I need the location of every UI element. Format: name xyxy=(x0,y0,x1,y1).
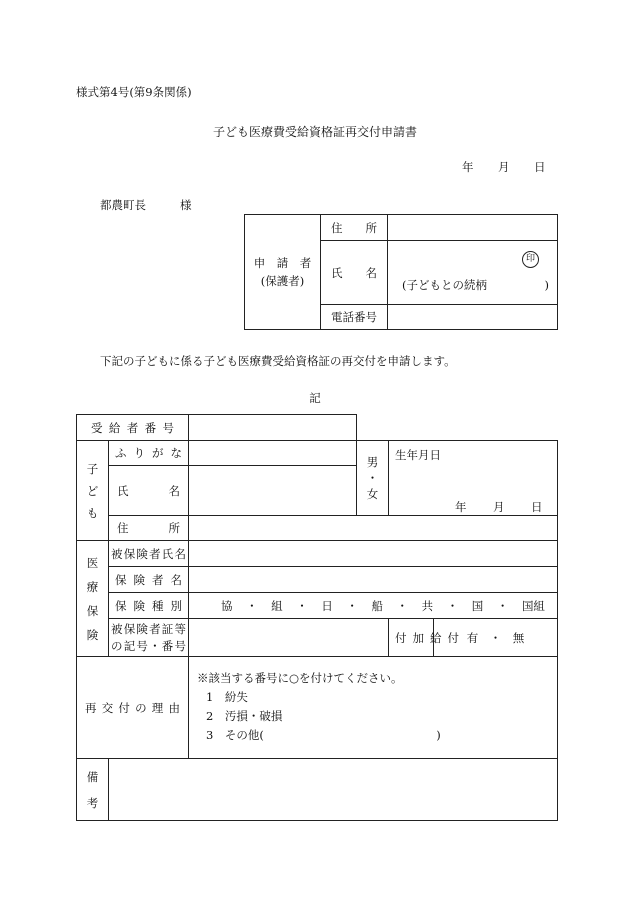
birthdate-label: 生年月日 xyxy=(395,448,441,462)
child-group-label xyxy=(77,441,109,541)
insurance-type-sep: ・ xyxy=(396,598,409,613)
reason-field[interactable] xyxy=(189,657,558,759)
child-name-label: 氏名 xyxy=(109,466,189,516)
recipient-number-label: 受給者番号 xyxy=(77,415,189,441)
insurance-type-sep: ・ xyxy=(296,598,308,613)
supplement-label: 付加給付 xyxy=(395,630,459,645)
insurance-type-sep: ・ xyxy=(496,598,509,613)
insurance-type-options[interactable] xyxy=(189,593,558,619)
reason-instruction: ※該当する番号に○を付けてください。 xyxy=(197,671,403,685)
insurance-type-sen[interactable]: 船 xyxy=(371,598,383,613)
child-group-char-3: も xyxy=(86,505,99,520)
form-number: 様式第4号(第9条関係) xyxy=(76,85,192,99)
card-number-field[interactable] xyxy=(189,619,389,657)
applicant-name-label: 氏 名 xyxy=(321,241,388,305)
sex-dot: ・ xyxy=(366,471,379,485)
birth-month-label: 月 xyxy=(493,500,505,514)
blank-area xyxy=(357,415,558,441)
insured-name-label: 被保険者氏名 xyxy=(109,541,189,567)
insured-name-field[interactable] xyxy=(189,541,558,567)
applicant-label-line2: (保護者) xyxy=(260,274,305,288)
card-number-label-line2: の記号・番号 xyxy=(111,638,186,653)
applicant-label-line1: 申 請 者 xyxy=(253,256,312,270)
insurance-type-kumiai[interactable]: 組 xyxy=(271,598,283,613)
relationship-note: (子どもとの続柄 ) xyxy=(402,278,549,292)
insurance-group-char-2: 療 xyxy=(86,579,99,594)
insurance-group-char-4: 険 xyxy=(86,627,99,642)
sex-male[interactable]: 男 xyxy=(366,455,379,469)
reason-option-other[interactable]: 3 その他( ) xyxy=(206,728,441,742)
applicant-address-label: 住 所 xyxy=(321,215,388,241)
insurance-type-koku[interactable]: 国 xyxy=(471,598,484,613)
remarks-char-2: 考 xyxy=(86,795,99,810)
insurance-type-label: 保険種別 xyxy=(109,593,189,619)
insurer-name-field[interactable] xyxy=(189,567,558,593)
furigana-field[interactable] xyxy=(189,441,357,466)
addressee-honorific: 様 xyxy=(180,198,192,212)
remarks-label xyxy=(77,759,109,821)
applicant-name-field[interactable] xyxy=(388,241,558,305)
recipient-number-field[interactable] xyxy=(189,415,357,441)
insurance-type-kyo[interactable]: 共 xyxy=(421,598,434,613)
child-address-field[interactable] xyxy=(189,516,558,541)
page-title: 子ども医療費受給資格証再交付申請書 xyxy=(212,125,417,139)
applicant-phone-label: 電話番号 xyxy=(321,305,388,330)
child-group-char-2: ど xyxy=(86,483,99,498)
insurance-type-kokukumi[interactable]: 国組 xyxy=(521,598,545,613)
furigana-label: ふりがな xyxy=(109,441,189,466)
insurance-type-sep: ・ xyxy=(346,598,358,613)
card-number-label-line1: 被保険者証等 xyxy=(111,621,186,636)
reason-option-lost[interactable]: 1 紛失 xyxy=(206,690,248,704)
insurer-name-label: 保険者名 xyxy=(109,567,189,593)
insurance-type-sep: ・ xyxy=(446,598,459,613)
applicant-address-field[interactable] xyxy=(388,215,558,241)
reason-label: 再交付の理由 xyxy=(77,657,189,759)
birthdate-field[interactable] xyxy=(389,441,558,516)
sex-female[interactable]: 女 xyxy=(366,487,379,501)
insurance-type-kyokai[interactable]: 協 xyxy=(221,598,233,613)
child-group-char-1: 子 xyxy=(86,461,99,476)
supplement-label-cell xyxy=(389,619,459,657)
applicant-phone-field[interactable] xyxy=(388,305,558,330)
date-month-label: 月 xyxy=(498,160,510,174)
sex-selector[interactable] xyxy=(357,441,389,516)
birth-day-label: 日 xyxy=(531,500,543,514)
child-name-field[interactable] xyxy=(189,466,357,516)
date-year-label: 年 xyxy=(462,160,474,174)
reason-option-damaged[interactable]: 2 汚損・破損 xyxy=(206,709,283,723)
remarks-char-1: 備 xyxy=(86,769,99,784)
main-table xyxy=(76,414,558,821)
ki-heading: 記 xyxy=(309,391,321,405)
insurance-type-nichi[interactable]: 日 xyxy=(321,598,333,613)
insurance-group-label xyxy=(77,541,109,657)
declaration-text: 下記の子どもに係る子ども医療費受給資格証の再交付を申請します。 xyxy=(100,354,456,368)
addressee-name: 都農町長 xyxy=(100,198,146,212)
addressee xyxy=(100,197,192,213)
child-address-label: 住所 xyxy=(109,516,189,541)
applicant-label xyxy=(245,215,321,330)
insurance-type-sep: ・ xyxy=(246,598,258,613)
date-day-label: 日 xyxy=(534,160,546,174)
insurance-group-char-1: 医 xyxy=(86,555,99,570)
card-number-label xyxy=(109,619,189,657)
applicant-table xyxy=(244,214,558,330)
remarks-field[interactable] xyxy=(109,759,558,821)
insurance-group-char-3: 保 xyxy=(86,603,99,618)
supplement-options[interactable]: 有 ・ 無 xyxy=(434,619,558,657)
birth-year-label: 年 xyxy=(455,500,467,514)
seal-icon: 印 xyxy=(522,251,539,268)
